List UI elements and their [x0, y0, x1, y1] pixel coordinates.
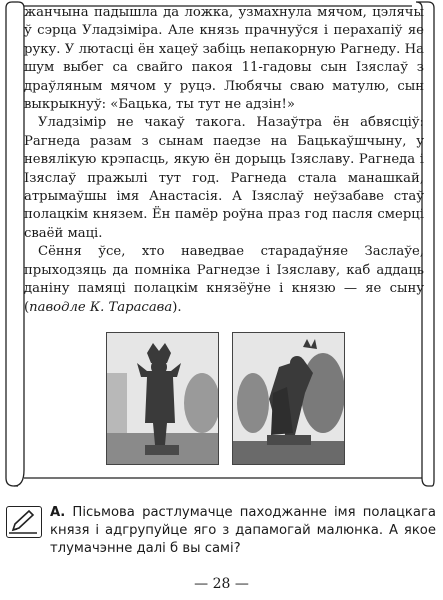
task-text: [50, 504, 436, 558]
story-text: [24, 4, 424, 317]
task-block: [4, 504, 436, 564]
paragraph-3-end: ).: [172, 299, 182, 315]
paragraph-1: жанчына падышла да ложка, узмахнула мячом, цэлячы ў сэрца Уладзіміра. Але князь прачнуўся і перахапіў яе руку. У лютасці ён хацеў забіць непакорную Рагнеду. На шум выбег са свайго пакоя 11-гадовы сын Ізяслаў з драўляным мячом у руцэ. Любячы сваю матулю, сын выкрыкнуў: «Бацька, ты тут не адзін!»: [24, 5, 424, 113]
paragraph-3: [24, 243, 424, 317]
source-citation: паводле К. Тарасава: [29, 299, 173, 315]
paragraph-2: Уладзімір не чакаў такога. Назаўтра ён абвясціў: Рагнеда разам з сынам паедзе на Бацькаўшчыну, у невялікую крэпасць, якую ён дорыць Ізяславу. Рагнеда і Ізяслаў пражылі тут год. Рагнеда стала манашкай, атрымаўшы імя Анастасія. А Ізяслаў неўзабаве стаў полацкім князем. Ён памёр роўна праз год пасля смерці сваёй маці.: [24, 115, 424, 241]
monument-photo-side: [232, 332, 345, 465]
monument-photo-front: [106, 332, 219, 465]
paragraph-3-main: Сёння ўсе, хто наведвае старадаўняе Заслаўе, прыходзяць да помніка Рагнедзе і Ізяславу, каб аддаць даніну памяці полацкім князёўне і князю — яе сыну (: [24, 244, 424, 315]
monument-photos: [106, 332, 346, 463]
task-label: А.: [50, 505, 66, 520]
pencil-icon: [6, 506, 42, 538]
page-number: — 28 —: [194, 576, 249, 592]
task-instruction: Пісьмова растлумачце паходжанне імя полацкага князя і адгрупуйце яго з дапамогай малюнка. А якое тлумачэнне далі б вы самі?: [50, 505, 436, 556]
